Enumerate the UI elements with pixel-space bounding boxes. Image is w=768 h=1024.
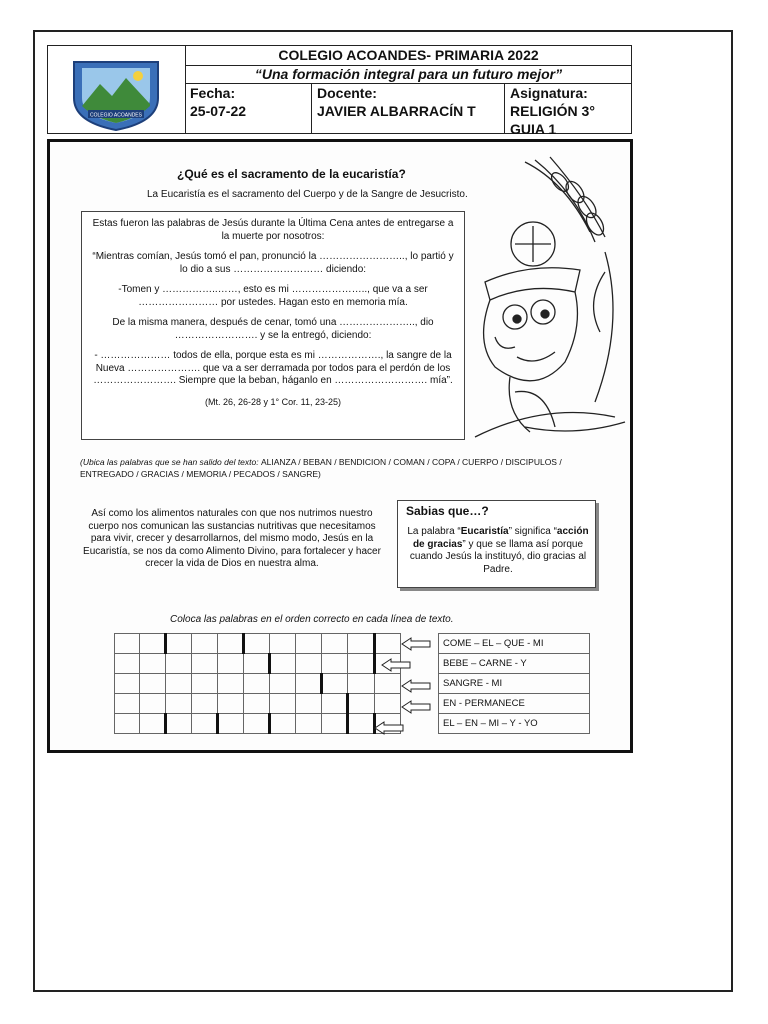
header-table — [47, 45, 632, 137]
answer-grid — [114, 633, 401, 734]
arrow-left-icon — [401, 679, 431, 693]
grid-row — [115, 674, 401, 694]
worksheet — [47, 139, 633, 753]
word-list-words: ALIANZA / BEBAN / BENDICION / COMAN / COPA / CUERPO / DISCIPULOS / ENTREGADO / GRACIAS / MEMORIA / PECADOS / SANGRE) — [80, 457, 562, 479]
school-name: COLEGIO ACOANDES- PRIMARIA 2022 — [186, 46, 631, 66]
arrow-left-icon — [401, 700, 431, 714]
asignatura-label: Asignatura: — [510, 85, 588, 101]
sabias-text-3: ” y que se llama así porque cuando Jesús la instituyó, dio gracias al Padre. — [409, 538, 587, 575]
school-motto: “Una formación integral para un futuro mejor” — [186, 66, 631, 84]
asignatura-value: RELIGIÓN 3° — [510, 103, 595, 119]
grid-row — [115, 634, 401, 654]
arrow-left-icon — [381, 658, 411, 672]
grid-row — [115, 694, 401, 714]
word-list — [80, 456, 600, 480]
order-instructions: Coloca las palabras en el orden correcto en cada línea de texto. — [170, 614, 454, 625]
school-logo — [48, 46, 186, 133]
fecha-value: 25-07-22 — [190, 103, 247, 119]
worksheet-intro: La Eucaristía es el sacramento del Cuerpo y de la Sangre de Jesucristo. — [147, 189, 468, 200]
box-paragraph-2: “Mientras comían, Jesús tomó el pan, pronunció la …………………….., lo partió y lo dio a sus ……………………… diciendo: — [92, 251, 454, 275]
word-row-1: COME – EL – QUE - MI — [439, 634, 590, 654]
docente-value: JAVIER ALBARRACÍN T — [317, 103, 476, 119]
chalice-illustration — [455, 152, 630, 452]
arrow-left-icon — [401, 637, 431, 651]
sabias-text-2: ” significa “ — [508, 526, 557, 537]
sabias-bold-2: acción de gracias — [412, 526, 589, 550]
guia-label: GUIA 1 — [510, 121, 557, 137]
box-paragraph-5: - ………………… todos de ella, porque esta es mi ………………., la sangre de la Nueva …………………. que va a ser derramada por todos para el perdón de los ……………………. Siempre que la beban, háganlo en ………………………. mía”. — [93, 350, 453, 386]
grid-row — [115, 714, 401, 734]
worksheet-title: ¿Qué es el sacramento de la eucaristía? — [177, 167, 406, 181]
nutrition-paragraph: Así como los alimentos naturales con que nos nutrimos nuestro cuerpo nos comunican las sustancias nutritivas que necesitamos para vivir, crecer y desarrollarnos, del mismo modo, Jesús en la Eucaristía, se nos da como Alimento Divino, para fortalecer y hacer crecer la vida de Dios en nuestra alma. — [83, 508, 381, 569]
arrow-left-icon — [374, 721, 404, 735]
docente-label: Docente: — [317, 85, 377, 101]
sabias-bold-1: Eucaristía — [460, 526, 509, 537]
box-paragraph-3: -Tomen y ……………..……, esto es mi ………………….., que va a ser …………………… por ustedes. Hagan esto en memoria mía. — [118, 284, 428, 308]
fecha-cell — [186, 84, 312, 133]
box-paragraph-4: De la misma manera, después de cenar, tomó una ………………….., dio ……………………. y se la entregó, diciendo: — [112, 317, 434, 341]
logo-text: COLEGIO ACOANDES — [90, 112, 142, 119]
gospel-text-box — [81, 211, 465, 440]
grid-row — [115, 654, 401, 674]
docente-cell — [313, 84, 505, 133]
asignatura-cell — [506, 84, 631, 137]
sabias-title: Sabias que…? — [406, 504, 489, 518]
word-rows-table — [438, 633, 590, 734]
word-row-3: SANGRE - MI — [439, 674, 590, 694]
word-row-4: EN - PERMANECE — [439, 694, 590, 714]
fecha-label: Fecha: — [190, 85, 236, 101]
box-paragraph-1: Estas fueron las palabras de Jesús durante la Última Cena antes de entregarse a la muerte por nosotros: — [92, 218, 454, 242]
sabias-que-box — [397, 500, 596, 588]
word-row-2: BEBE – CARNE - Y — [439, 654, 590, 674]
word-list-label: (Ubica las palabras que se han salido del texto: — [80, 457, 259, 467]
sabias-body — [404, 526, 592, 576]
box-reference: (Mt. 26, 26-28 y 1° Cor. 11, 23-25) — [205, 396, 341, 407]
sabias-text-1: La palabra “ — [407, 526, 461, 537]
word-row-5: EL – EN – MI – Y - YO — [439, 714, 590, 734]
